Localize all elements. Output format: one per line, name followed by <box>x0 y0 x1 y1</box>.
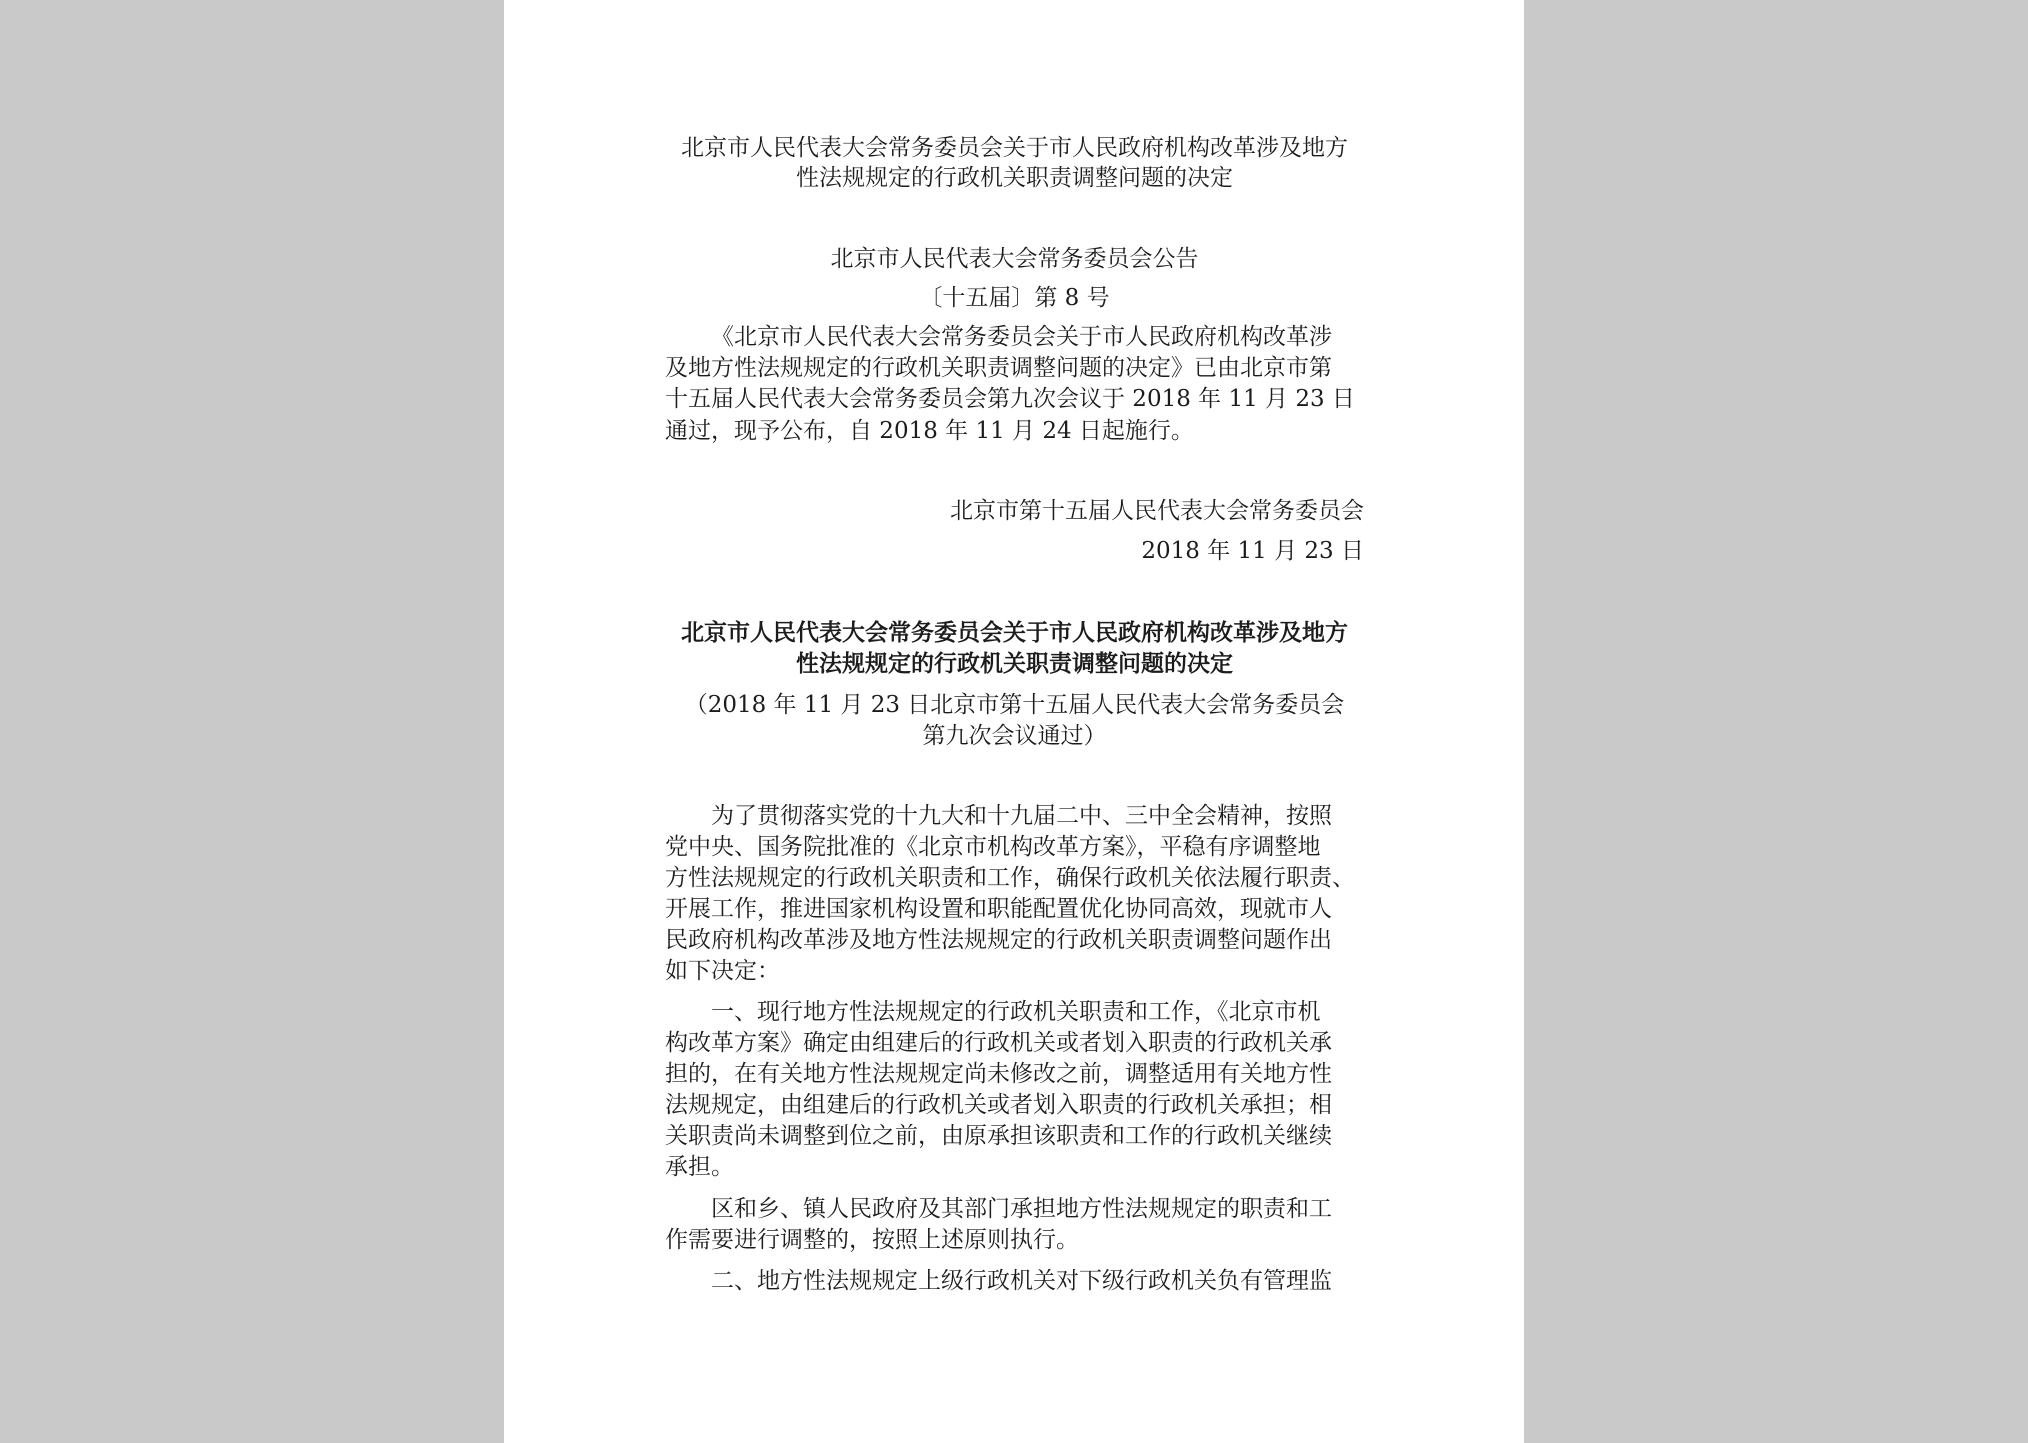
announcement-body-line-2: 及地方性法规规定的行政机关职责调整问题的决定》已由北京市第 <box>665 355 1332 381</box>
decision-title-line-1: 北京市人民代表大会常务委员会关于市人民政府机构改革涉及地方 <box>681 619 1348 646</box>
article1-line-2: 构改革方案》确定由组建后的行政机关或者划入职责的行政机关承 <box>665 1030 1332 1056</box>
article1-line-1: 一、现行地方性法规规定的行政机关职责和工作，《北京市机 <box>711 999 1321 1025</box>
signature-org: 北京市第十五届人民代表大会常务委员会 <box>950 498 1364 524</box>
preamble-line-5: 民政府机构改革涉及地方性法规规定的行政机关职责调整问题作出 <box>665 927 1332 953</box>
preamble-line-1: 为了贯彻落实党的十九大和十九届二中、三中全会精神，按照 <box>711 803 1332 829</box>
district-paragraph-line-2: 作需要进行调整的，按照上述原则执行。 <box>665 1227 1079 1253</box>
announcement-body-line-1: 《北京市人民代表大会常务委员会关于市人民政府机构改革涉 <box>711 324 1332 350</box>
preamble-line-2: 党中央、国务院批准的《北京市机构改革方案》，平稳有序调整地 <box>665 834 1321 860</box>
signature-date: 2018 年 11 月 23 日 <box>1141 538 1364 564</box>
announcement-title: 北京市人民代表大会常务委员会公告 <box>830 246 1199 272</box>
decision-note-line-1: （2018 年 11 月 23 日北京市第十五届人民代表大会常务委员会 <box>684 692 1345 718</box>
decision-note-line-2: 第九次会议通过） <box>922 723 1107 749</box>
article1-line-6: 承担。 <box>665 1154 734 1180</box>
announcement-number: 〔十五届〕第 8 号 <box>919 285 1110 311</box>
article2-line-1: 二、地方性法规规定上级行政机关对下级行政机关负有管理监 <box>711 1268 1332 1294</box>
header-title-line-1: 北京市人民代表大会常务委员会关于市人民政府机构改革涉及地方 <box>681 135 1348 161</box>
header-title-line-2: 性法规规定的行政机关职责调整问题的决定 <box>796 165 1233 191</box>
article1-line-5: 关职责尚未调整到位之前，由原承担该职责和工作的行政机关继续 <box>665 1123 1332 1149</box>
preamble-line-6: 如下决定： <box>665 958 780 984</box>
district-paragraph-line-1: 区和乡、镇人民政府及其部门承担地方性法规规定的职责和工 <box>711 1196 1332 1222</box>
announcement-body-line-3: 十五届人民代表大会常务委员会第九次会议于 2018 年 11 月 23 日 <box>665 386 1355 412</box>
article1-line-4: 法规规定，由组建后的行政机关或者划入职责的行政机关承担；相 <box>665 1092 1332 1118</box>
document-page <box>504 0 1524 1443</box>
preamble-line-3: 方性法规规定的行政机关职责和工作，确保行政机关依法履行职责、 <box>665 865 1355 891</box>
decision-title-line-2: 性法规规定的行政机关职责调整问题的决定 <box>796 650 1233 677</box>
preamble-line-4: 开展工作，推进国家机构设置和职能配置优化协同高效，现就市人 <box>665 896 1332 922</box>
article1-line-3: 担的，在有关地方性法规规定尚未修改之前，调整适用有关地方性 <box>665 1061 1332 1087</box>
announcement-body-line-4: 通过，现予公布，自 2018 年 11 月 24 日起施行。 <box>665 418 1194 444</box>
